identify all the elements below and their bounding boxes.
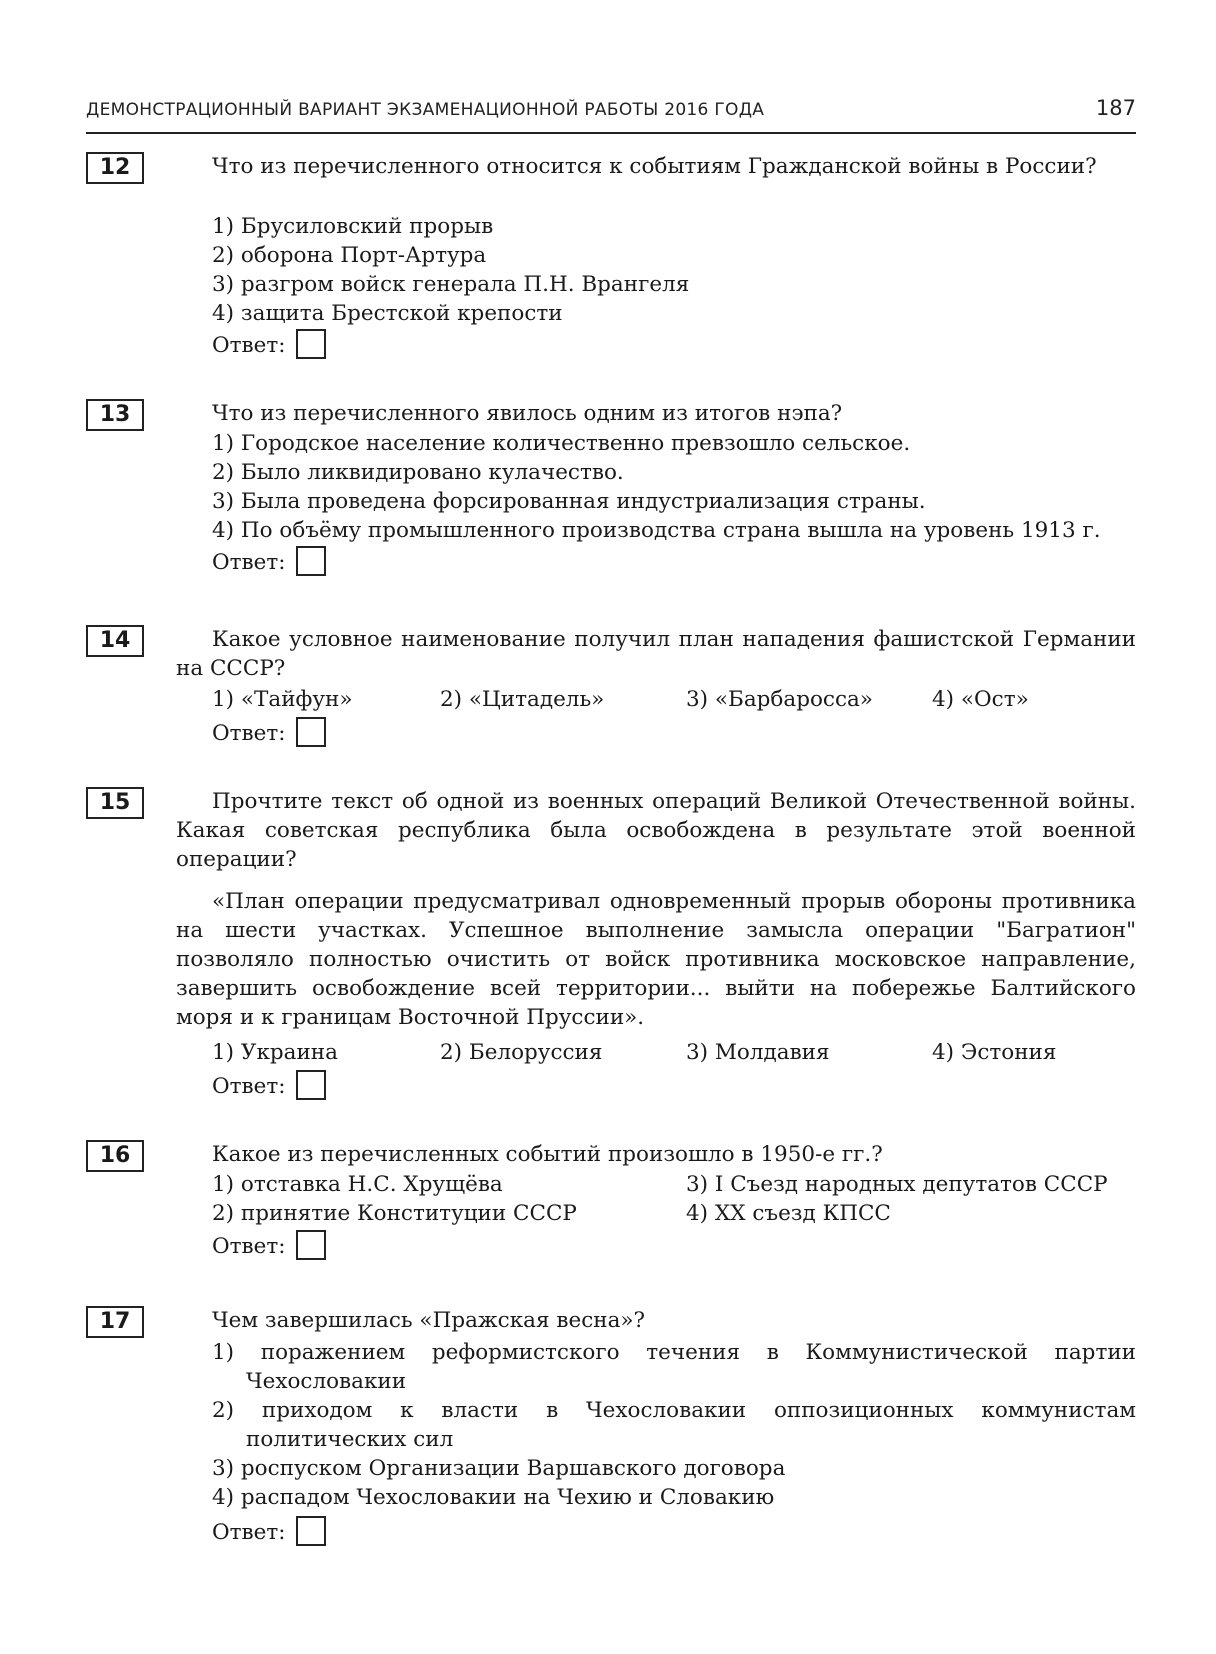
option-3: 3) I Съезд народных депутатов СССР <box>686 1172 1108 1197</box>
task-number: 14 <box>86 625 144 657</box>
header-title: ДЕМОНСТРАЦИОННЫЙ ВАРИАНТ ЭКЗАМЕНАЦИОННОЙ РАБОТЫ 2016 ГОДА <box>86 100 765 120</box>
task-number: 15 <box>86 787 144 819</box>
question-text: Что из перечисленного явилось одним из итогов нэпа? <box>212 401 843 426</box>
option-4: 4) По объёму промышленного производства страна вышла на уровень 1913 г. <box>212 518 1101 543</box>
answer-label: Ответ: <box>212 550 286 575</box>
answer-box[interactable] <box>296 1516 326 1546</box>
question-text: Что из перечисленного относится к событиям Гражданской войны в России? <box>212 154 1097 179</box>
answer-row <box>212 330 326 362</box>
answer-row <box>212 718 326 750</box>
answer-box[interactable] <box>296 1070 326 1100</box>
answer-box[interactable] <box>296 546 326 576</box>
page-number: 187 <box>1095 96 1136 120</box>
answer-row <box>212 1517 326 1549</box>
option-4: 4) Эстония <box>932 1040 1057 1065</box>
answer-label: Ответ: <box>212 1074 286 1099</box>
option-4: 4) «Ост» <box>932 687 1029 712</box>
option-2: 2) Было ликвидировано кулачество. <box>212 460 624 485</box>
answer-row <box>212 1231 326 1263</box>
page-header <box>86 92 1136 134</box>
option-1: 1) «Тайфун» <box>212 687 353 712</box>
answer-label: Ответ: <box>212 1234 286 1259</box>
task-number: 13 <box>86 399 144 431</box>
option-2: 2) Белоруссия <box>440 1040 603 1065</box>
answer-label: Ответ: <box>212 721 286 746</box>
question-text: Прочтите текст об одной из военных операций Великой Отечественной войны. Какая советская республика была освобождена в результате этой военной операции? <box>176 789 1136 872</box>
answer-label: Ответ: <box>212 333 286 358</box>
option-1: 1) поражением реформистского течения в Коммунистической партии Чехословакии <box>212 1340 1136 1394</box>
option-2: 2) «Цитадель» <box>440 687 605 712</box>
answer-box[interactable] <box>296 329 326 359</box>
option-4: 4) XX съезд КПСС <box>686 1201 891 1226</box>
option-1: 1) отставка Н.С. Хрущёва <box>212 1172 503 1197</box>
option-3: 3) роспуском Организации Варшавского договора <box>212 1456 786 1481</box>
question-text: Какое условное наименование получил план нападения фашистской Германии на СССР? <box>176 627 1136 681</box>
answer-box[interactable] <box>296 717 326 747</box>
task-number: 12 <box>86 152 144 184</box>
option-1: 1) Брусиловский прорыв <box>212 214 494 239</box>
option-3: 3) Была проведена форсированная индустриализация страны. <box>212 489 926 514</box>
option-1: 1) Городское население количественно превзошло сельское. <box>212 431 911 456</box>
task-number: 17 <box>86 1306 144 1338</box>
answer-row <box>212 547 326 579</box>
question-text: Какое из перечисленных событий произошло в 1950-е гг.? <box>212 1142 883 1167</box>
question-text: Чем завершилась «Пражская весна»? <box>212 1308 646 1333</box>
option-1: 1) Украина <box>212 1040 338 1065</box>
option-4: 4) защита Брестской крепости <box>212 301 563 326</box>
option-3: 3) «Барбаросса» <box>686 687 873 712</box>
answer-label: Ответ: <box>212 1520 286 1545</box>
option-3: 3) Молдавия <box>686 1040 830 1065</box>
option-3: 3) разгром войск генерала П.Н. Врангеля <box>212 272 690 297</box>
task-number: 16 <box>86 1140 144 1172</box>
option-2: 2) оборона Порт-Артура <box>212 243 487 268</box>
answer-box[interactable] <box>296 1230 326 1260</box>
quote-text: «План операции предусматривал одновременный прорыв обороны противника на шести участках. Успешное выполнение замысла операции "Багратион" позволяло полностью очистить от войск противника московское направление, завершить освобождение всей территории... выйти на побережье Балтийского моря и к границам Восточной Пруссии». <box>176 889 1136 1030</box>
option-2: 2) приходом к власти в Чехословакии оппозиционных коммунистам политических сил <box>212 1398 1136 1452</box>
option-4: 4) распадом Чехословакии на Чехию и Словакию <box>212 1485 775 1510</box>
answer-row <box>212 1071 326 1103</box>
option-2: 2) принятие Конституции СССР <box>212 1201 577 1226</box>
